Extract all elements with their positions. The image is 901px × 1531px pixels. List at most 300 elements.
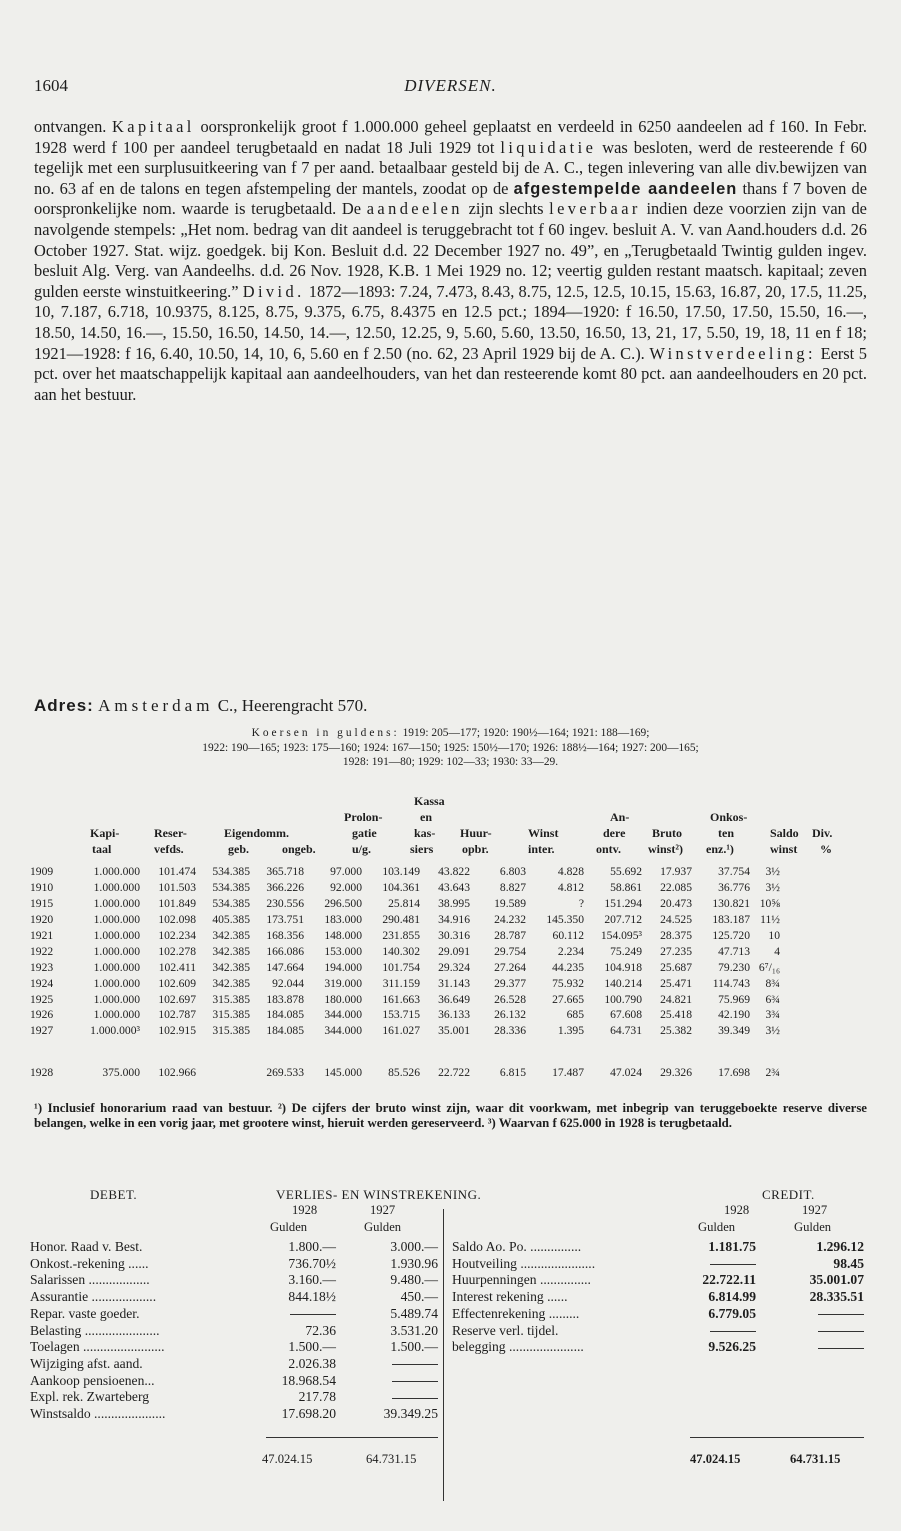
table-cell: 102.278 — [158, 944, 196, 958]
ledger-value: 844.18½ — [288, 1289, 336, 1305]
table-cell: 79.230 — [718, 960, 750, 974]
table-cell: 24.232 — [494, 913, 526, 927]
table-cell: 25.382 — [660, 1024, 692, 1038]
table-cell: 145.350 — [546, 913, 584, 927]
hdr-opbr: opbr. — [462, 842, 489, 856]
table-cell: 1910 — [30, 881, 54, 895]
table-cell: 64.731 — [610, 1024, 642, 1038]
table-cell: 43.822 — [438, 865, 470, 879]
table-cell: 85.526 — [388, 1066, 420, 1080]
table-cell: 140.302 — [382, 944, 420, 958]
ledger-value — [710, 1323, 756, 1339]
ledger-label: Winstsaldo ..................... — [30, 1406, 166, 1421]
table-cell: 101.849 — [158, 897, 196, 911]
ledger-value: 1.800.— — [288, 1239, 336, 1254]
table-cell: 147.664 — [266, 960, 304, 974]
table-cell: 11½ — [760, 913, 780, 927]
ledger-label: Houtveiling ...................... — [452, 1255, 596, 1271]
stats-rows — [30, 864, 780, 1081]
table-cell: 183.187 — [712, 913, 750, 927]
table-row — [30, 912, 780, 928]
hdr-enz: enz.¹) — [706, 842, 734, 856]
table-cell: 8¾ — [765, 976, 780, 990]
table-cell: 344.000 — [324, 1024, 362, 1038]
table-cell: 28.336 — [494, 1024, 526, 1038]
table-cell: 39.349 — [718, 1024, 750, 1038]
table-cell: 1.000.000 — [93, 960, 140, 974]
ledger-label: Interest rekening ...... — [452, 1289, 568, 1305]
ledger-debet-label: DEBET. — [90, 1187, 138, 1202]
table-cell: 38.995 — [438, 897, 470, 911]
empty-dash — [392, 1398, 438, 1399]
table-cell: 102.966 — [158, 1066, 196, 1080]
ledger-label: belegging ...................... — [452, 1339, 584, 1355]
table-row — [30, 864, 780, 880]
table-cell: 3½ — [765, 1024, 780, 1038]
hdr-ongeb: ongeb. — [282, 842, 316, 856]
table-cell: 3¾ — [765, 1008, 780, 1022]
table-cell: 342.385 — [212, 944, 250, 958]
table-cell: 342.385 — [212, 929, 250, 942]
ledger-value — [710, 1256, 756, 1272]
table-cell: 1909 — [30, 865, 54, 879]
table-cell: 29.754 — [494, 944, 526, 958]
total-debit-1927: 64.731.15 — [366, 1452, 417, 1466]
table-cell: 319.000 — [324, 976, 362, 990]
table-cell: 102.098 — [158, 913, 196, 927]
table-cell: 101.754 — [382, 960, 420, 974]
table-cell: 4 — [774, 944, 780, 958]
empty-dash — [818, 1314, 864, 1315]
ledger-value: 22.722.11 — [702, 1272, 756, 1288]
ledger-row — [30, 1306, 438, 1322]
koersen-line-2: 1922: 190—165; 1923: 175—160; 1924: 167—150; 1925: 150½—170; 1926: 188½—164; 1927: 200—165; — [202, 741, 699, 754]
hdr-saldo: Saldo — [770, 826, 799, 840]
empty-dash — [392, 1364, 438, 1365]
ledger-value: 1.296.12 — [816, 1239, 864, 1254]
table-cell: 365.718 — [266, 865, 304, 879]
ledger-value — [290, 1306, 336, 1322]
empty-dash — [710, 1264, 756, 1265]
ledger-row — [452, 1339, 864, 1355]
ledger-value: 1.930.96 — [390, 1255, 438, 1271]
table-cell: 34.916 — [438, 913, 470, 927]
table-cell: 101.503 — [158, 881, 196, 895]
koersen-line-1: 1919: 205—177; 1920: 190½—164; 1921: 188—169; — [402, 727, 650, 739]
hdr-gatie: gatie — [352, 826, 377, 840]
table-cell: 26.132 — [494, 1008, 526, 1022]
table-cell: 231.855 — [382, 929, 420, 942]
text-run: indien deze voorzien zijn van de navolgende stempels: „Het nom. bedrag van dit aandeel is teruggebracht tot f 60 ingev. besluit A. V. van Aand.houders d.d. 26 October 1927. Stat. wijz. goedgek. bij Kon. Besluit d.d. 22 December 1927 no. 49”, en „Terugbetaald Twintig gulden ingev. besluit Alg. Verg. van Aandeelhs. d.d. 26 Nov. 1928, K.B. 1 Mei 1929 no. 12; veertig gulden restant maatsch. kapitaal; zeven gulden eerste winstuitkeering.” — [34, 199, 867, 301]
year-1928-credit: 1928 — [724, 1203, 750, 1217]
table-cell: 315.385 — [212, 1008, 250, 1022]
table-cell: 17.487 — [552, 1066, 584, 1080]
ledger-value: 98.45 — [833, 1255, 864, 1271]
ledger-row — [452, 1306, 864, 1322]
table-cell: 67.608 — [610, 1008, 642, 1022]
table-cell: 1.000.000 — [93, 992, 140, 1006]
ledger-row — [30, 1239, 438, 1255]
hdr-bruto: Bruto — [652, 826, 682, 840]
table-cell: 184.085 — [266, 1008, 304, 1022]
ledger-value: 450.— — [400, 1289, 438, 1305]
hdr-winst2: winst²) — [648, 842, 683, 856]
ledger-value: 9.526.25 — [708, 1339, 756, 1355]
table-cell: 1.000.000 — [93, 929, 140, 942]
ledger-value: 3.160.— — [288, 1272, 336, 1288]
total-rule-credit — [690, 1437, 864, 1438]
table-row — [30, 943, 780, 959]
table-cell: 25.814 — [388, 897, 420, 911]
hdr-en: en — [420, 810, 432, 824]
ledger-value: 39.349.25 — [383, 1406, 438, 1421]
table-cell: 29.324 — [438, 960, 470, 974]
table-row — [30, 959, 780, 975]
table-cell: 685 — [566, 1008, 584, 1022]
spaced-heading-aandeelen: aandeelen — [366, 199, 463, 219]
hdr-pct: % — [820, 842, 832, 856]
hdr-kapi: Kapi- — [90, 826, 120, 840]
table-cell: 31.143 — [438, 976, 470, 990]
table-cell: 60.112 — [552, 929, 584, 942]
table-cell: 130.821 — [712, 897, 750, 911]
ledger-row — [30, 1406, 438, 1422]
ledger-row — [452, 1256, 864, 1272]
table-row — [30, 991, 780, 1007]
table-cell: 36.133 — [438, 1008, 470, 1022]
table-cell: ? — [578, 897, 584, 911]
total-debit-1928: 47.024.15 — [262, 1452, 313, 1466]
text-run: thans f 7 boven de oorspronkelijke nom. waarde is terugbetaald. De — [34, 178, 868, 219]
hdr-inter: inter. — [528, 842, 555, 856]
table-cell: 22.085 — [660, 881, 692, 895]
footnotes: ¹) Inclusief honorarium raad van bestuur. ²) De cijfers der bruto winst zijn, waar dit voorkwam, met inbegrip van teruggeboekte reserve diverse belangen, welke in een vorig jaar, met grootere winst, hieruit werden gereserveerd. ³) Waarvan f 625.000 in 1928 is terugbetaald. — [34, 1101, 867, 1131]
table-cell: 194.000 — [324, 960, 362, 974]
table-cell: 290.481 — [382, 913, 420, 927]
text-run: 1872—1893: 7.24, 7.473, 8.43, 8.75, 12.5, 12.5, 10.15, 15.63, 16.87, 20, 17.5, 11.25, 10, 7.187, 6.718, 10.9375, 8.125, 8.75, 9.375, 6.75, 8.4375 en 12.5 pct.; 1894—1920: f 16.50, 17.50, 17.50, 15.50, 16.—, 18.50, 14.50, 16.—, 15.50, 16.50, 14.50, 14.—, 12.50, 12.25, 9, 5.60, 5.60, 13.50, 16.50, 13, 21, 17, 5.50, 19, 18, 11 en f 18; 1921—1928: f 16, 6.40, 10.50, 14, 10, 6, 5.60 en f 2.50 (no. 62, 23 April 1929 bij de A. C.). — [34, 281, 867, 363]
ledger-value: 6.814.99 — [708, 1289, 756, 1305]
ledger-value: 9.480.— — [390, 1272, 438, 1288]
table-cell: 311.159 — [382, 976, 420, 990]
ledger-row — [30, 1339, 438, 1355]
ledger-row — [30, 1289, 438, 1305]
table-cell: 19.589 — [494, 897, 526, 911]
table-cell: 17.937 — [660, 865, 692, 879]
table-cell: 29.377 — [494, 976, 526, 990]
table-cell: 1928 — [30, 1066, 54, 1080]
empty-dash — [392, 1381, 438, 1382]
ledger-label: Saldo Ao. Po. ............... — [452, 1239, 582, 1254]
table-cell: 36.649 — [438, 992, 470, 1006]
ledger-label: Repar. vaste goeder. — [30, 1305, 140, 1321]
table-cell: 27.264 — [494, 960, 526, 974]
table-cell: 154.095³ — [600, 929, 642, 942]
table-cell: 3½ — [765, 865, 780, 879]
table-cell: 1.000.000 — [93, 913, 140, 927]
hdr-winst: Winst — [528, 826, 559, 840]
table-row — [30, 975, 780, 991]
ledger-title: VERLIES- EN WINSTREKENING. — [276, 1187, 482, 1202]
ledger-value: 736.70½ — [288, 1255, 336, 1271]
hdr-ten: ten — [718, 826, 734, 840]
table-cell: 24.821 — [660, 992, 692, 1006]
table-cell: 534.385 — [212, 881, 250, 895]
table-cell: 1.000.000 — [93, 976, 140, 990]
table-cell: 104.918 — [604, 960, 642, 974]
hdr-vefds: vefds. — [154, 842, 184, 856]
ledger-row — [30, 1272, 438, 1288]
table-cell: 35.001 — [438, 1024, 470, 1038]
ledger-label: Reserve verl. tijdel. — [452, 1322, 559, 1338]
table-cell: 405.385 — [212, 913, 250, 927]
table-cell: 151.294 — [604, 897, 642, 911]
table-cell: 145.000 — [324, 1066, 362, 1080]
ledger-value: 1.181.75 — [708, 1239, 756, 1254]
table-cell: 1.000.000 — [93, 1008, 140, 1022]
table-cell: 29.091 — [438, 944, 470, 958]
table-cell: 269.533 — [266, 1066, 304, 1080]
table-cell: 29.326 — [660, 1066, 692, 1080]
table-cell: 97.000 — [330, 865, 362, 879]
ledger-value: 3.000.— — [390, 1239, 438, 1254]
table-cell: 166.086 — [266, 944, 304, 958]
ledger-row — [30, 1256, 438, 1272]
ledger-value: 6.779.05 — [708, 1305, 756, 1321]
address-label: Adres: — [34, 696, 94, 715]
ledger-row — [30, 1373, 438, 1389]
table-cell: 58.861 — [610, 881, 642, 895]
empty-dash — [290, 1314, 336, 1315]
table-cell: 207.712 — [604, 913, 642, 927]
table-cell: 1.000.000³ — [90, 1024, 140, 1038]
table-cell: 102.234 — [158, 929, 196, 942]
ledger-label: Effectenrekening ......... — [452, 1305, 580, 1321]
bold-heading-afgestempelde: afgestempelde aandeelen — [513, 179, 738, 198]
table-cell: 47.713 — [718, 944, 750, 958]
table-cell: 173.751 — [266, 913, 304, 927]
table-cell: 4.828 — [557, 865, 584, 879]
table-cell: 114.743 — [712, 976, 750, 990]
table-cell: 101.474 — [158, 865, 196, 879]
ledger-credit-label: CREDIT. — [762, 1187, 815, 1202]
text-run: ontvangen. — [34, 117, 107, 136]
table-cell: 1922 — [30, 944, 54, 958]
page-header — [34, 76, 867, 100]
table-cell: 30.316 — [438, 929, 470, 942]
ledger-label: Wijziging afst. aand. — [30, 1355, 143, 1371]
table-cell: 342.385 — [212, 976, 250, 990]
table-cell: 28.375 — [660, 929, 692, 942]
company-description — [34, 117, 867, 405]
table-cell: 42.190 — [718, 1008, 750, 1022]
table-cell: 161.027 — [382, 1024, 420, 1038]
table-cell: 6.803 — [499, 865, 526, 879]
hdr-taal: taal — [92, 842, 112, 856]
table-cell: 375.000 — [102, 1066, 140, 1080]
table-cell: 20.473 — [660, 897, 692, 911]
ledger-value — [818, 1306, 864, 1322]
ledger-value: 5.489.74 — [390, 1305, 438, 1321]
gulden-label: Gulden — [270, 1220, 308, 1234]
statistics-table — [30, 794, 870, 1080]
table-cell: 102.787 — [158, 1008, 196, 1022]
ledger-value: 28.335.51 — [809, 1289, 864, 1305]
table-cell: 168.356 — [266, 929, 304, 942]
table-cell: 1915 — [30, 897, 54, 911]
table-cell: 103.149 — [382, 865, 420, 879]
table-row — [30, 896, 780, 912]
ledger-value: 35.001.07 — [809, 1272, 864, 1288]
table-cell: 8.827 — [499, 881, 526, 895]
koersen-block — [34, 726, 867, 770]
table-cell: 25.471 — [660, 976, 692, 990]
empty-dash — [818, 1331, 864, 1332]
spaced-heading-liquidatie: liquidatie — [500, 137, 597, 157]
address-city: Amsterdam — [98, 696, 214, 715]
empty-dash — [710, 1331, 756, 1332]
table-cell: 1926 — [30, 1008, 54, 1022]
hdr-reser: Reser- — [154, 826, 187, 840]
table-cell: 230.556 — [266, 897, 304, 911]
total-rule-debit — [266, 1437, 438, 1438]
year-1927-debit: 1927 — [370, 1203, 396, 1217]
spaced-heading-winstverdeeling: Winstverdeeling: — [649, 343, 816, 363]
table-cell: 43.643 — [438, 881, 470, 895]
hdr-dere: dere — [603, 826, 626, 840]
table-cell: 161.663 — [382, 992, 420, 1006]
table-cell: 25.687 — [660, 960, 692, 974]
table-cell: 102.915 — [158, 1024, 196, 1038]
table-cell: 92.044 — [272, 976, 304, 990]
table-cell: 104.361 — [382, 881, 420, 895]
ledger-value: 3.531.20 — [390, 1322, 438, 1338]
ledger-label: Belasting ...................... — [30, 1322, 160, 1338]
table-cell: 534.385 — [212, 897, 250, 911]
table-cell — [196, 1065, 250, 1081]
ledger-value — [392, 1373, 438, 1389]
table-cell: 28.787 — [494, 929, 526, 942]
text-run: zijn slechts — [468, 199, 544, 219]
total-credit-1928: 47.024.15 — [690, 1452, 741, 1466]
table-cell: 2.234 — [557, 944, 584, 958]
ledger-value — [818, 1323, 864, 1339]
spaced-heading-leverbaar: leverbaar — [549, 199, 641, 219]
table-cell: 3½ — [765, 881, 780, 895]
table-cell: 44.235 — [552, 960, 584, 974]
ledger-label: Toelagen ........................ — [30, 1339, 165, 1355]
table-cell: 366.226 — [266, 881, 304, 895]
table-cell: 26.528 — [494, 992, 526, 1006]
table-cell: 27.665 — [552, 992, 584, 1006]
table-cell: 37.754 — [718, 865, 750, 879]
table-cell: 315.385 — [212, 1024, 250, 1038]
ledger-row — [452, 1289, 864, 1305]
table-cell: 6⁷/₁₆ — [758, 960, 780, 974]
empty-dash — [818, 1348, 864, 1349]
ledger-value: 217.78 — [298, 1389, 336, 1405]
table-row — [30, 1007, 780, 1023]
table-cell: 1923 — [30, 960, 54, 974]
table-cell: 183.878 — [266, 992, 304, 1006]
hdr-siers: siers — [410, 842, 434, 856]
ledger-value: 2.026.38 — [288, 1355, 336, 1371]
ledger-value: 17.698.20 — [281, 1406, 336, 1421]
table-cell: 75.969 — [718, 992, 750, 1006]
hdr-div: Div. — [812, 826, 833, 840]
table-cell: 1.000.000 — [93, 897, 140, 911]
ledger-value: 1.500.— — [390, 1339, 438, 1355]
ledger-value — [392, 1356, 438, 1372]
table-cell: 102.697 — [158, 992, 196, 1006]
table-cell: 344.000 — [324, 1008, 362, 1022]
hdr-an: An- — [610, 810, 630, 824]
table-cell: 1.000.000 — [93, 944, 140, 958]
table-cell: 75.249 — [610, 944, 642, 958]
ledger-label: Salarissen .................. — [30, 1272, 150, 1288]
hdr-onkos: Onkos- — [710, 810, 748, 824]
gulden-label: Gulden — [364, 1220, 402, 1234]
table-cell: 55.692 — [610, 865, 642, 879]
ledger-label: Onkost.-rekening ...... — [30, 1255, 149, 1271]
table-cell: 1924 — [30, 976, 54, 990]
year-1927-credit: 1927 — [802, 1203, 828, 1217]
table-cell: 1.000.000 — [93, 881, 140, 895]
table-cell: 10⅝ — [759, 897, 780, 911]
ledger-row — [452, 1239, 864, 1255]
table-cell: 24.525 — [660, 913, 692, 927]
ledger-row — [452, 1323, 864, 1339]
table-row — [30, 928, 780, 944]
table-row — [30, 1023, 780, 1039]
table-cell: 10 — [768, 929, 780, 942]
table-cell: 22.722 — [438, 1066, 470, 1080]
text-run: Eerst 5 pct. over het maatschappelijk kapitaal aan aandeelhouders, van het dan resteerende komt 80 pct. aan aandeelhouders en 20 pct. aan het bestuur. — [34, 343, 868, 404]
table-cell: 17.698 — [718, 1066, 750, 1080]
table-cell: 1921 — [30, 929, 54, 942]
address-line — [34, 696, 367, 716]
table-cell: 296.500 — [324, 897, 362, 911]
ledger-row — [452, 1272, 864, 1288]
hdr-huur: Huur- — [460, 826, 492, 840]
ledger-label: Huurpenningen ............... — [452, 1272, 591, 1288]
ledger-value: 1.500.— — [288, 1339, 336, 1355]
table-cell: 148.000 — [324, 929, 362, 942]
ledger-divider — [443, 1209, 444, 1501]
table-cell: 534.385 — [212, 865, 250, 879]
ledger-value: 72.36 — [305, 1322, 336, 1338]
table-cell: 75.932 — [552, 976, 584, 990]
table-cell: 102.609 — [158, 976, 196, 990]
hdr-kas: kas- — [414, 826, 436, 840]
page-number: 1604 — [34, 76, 68, 95]
table-cell: 315.385 — [212, 992, 250, 1006]
table-cell: 153.000 — [324, 944, 362, 958]
table-cell: 6¾ — [765, 992, 780, 1006]
hdr-geb: geb. — [228, 842, 249, 856]
ledger-row — [30, 1323, 438, 1339]
table-cell: 183.000 — [324, 913, 362, 927]
table-cell: 36.776 — [718, 881, 750, 895]
table-cell: 125.720 — [712, 929, 750, 942]
ledger-value — [818, 1339, 864, 1355]
table-cell: 180.000 — [324, 992, 362, 1006]
ledger-label: Expl. rek. Zwarteberg — [30, 1389, 150, 1405]
ledger-label: Honor. Raad v. Best. — [30, 1239, 143, 1254]
text-run: oorspronkelijk groot f 1.000.000 geheel geplaatst en verdeeld in 6250 aandeelen ad f 160. In Febr. 1928 werd f 100 per aandeel terugbetaald en nadat 18 Juli 1929 tot — [34, 117, 867, 157]
table-cell: 27.235 — [660, 944, 692, 958]
hdr-ug: u/g. — [352, 842, 372, 856]
table-cell: 1.395 — [557, 1024, 584, 1038]
